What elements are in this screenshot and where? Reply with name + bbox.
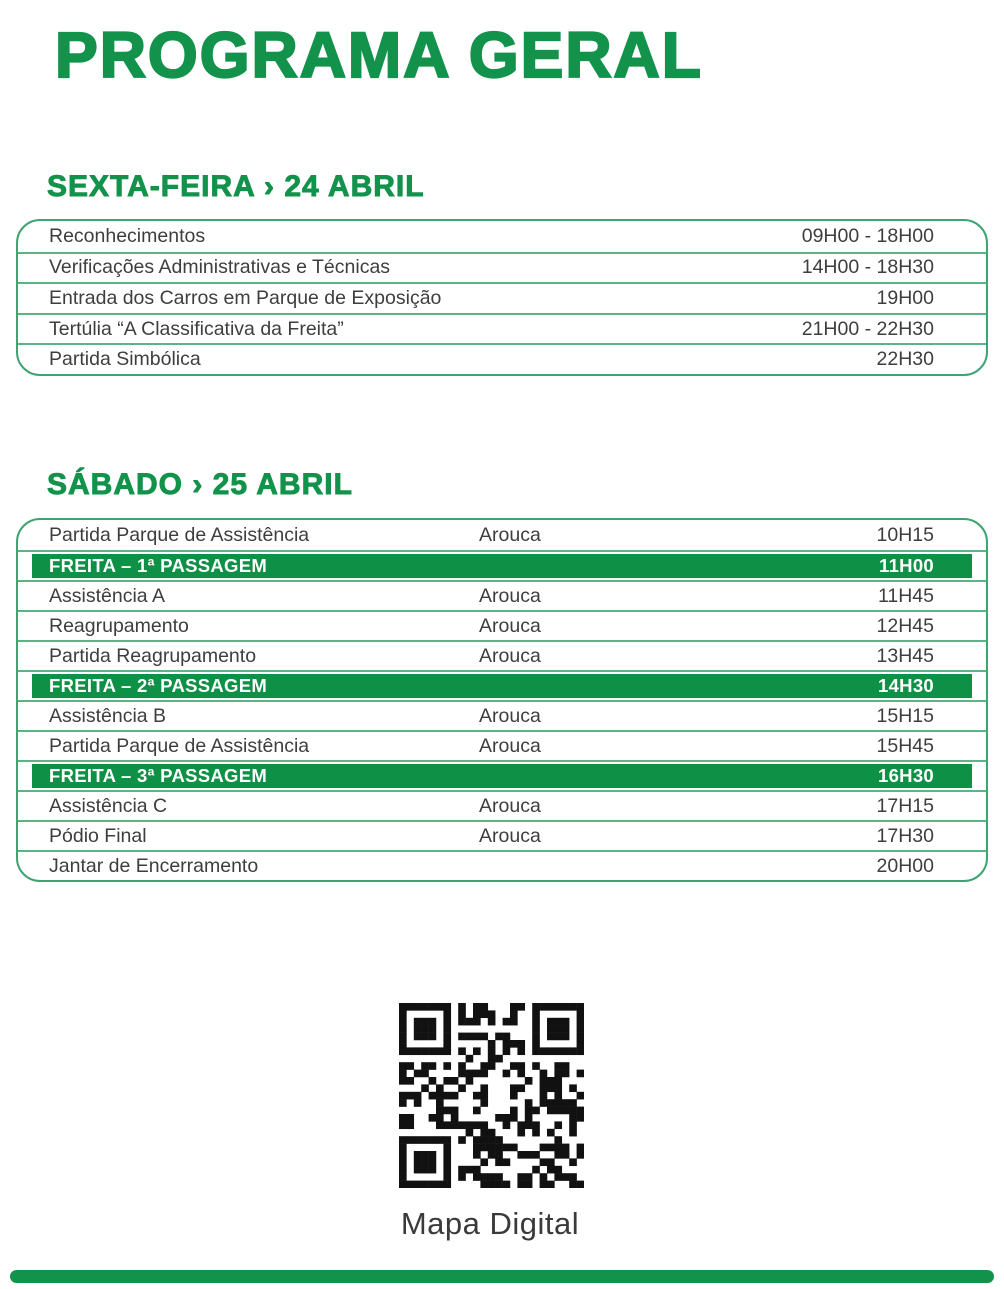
row-label: Assistência A bbox=[49, 584, 165, 607]
footer-accent-bar bbox=[10, 1270, 994, 1283]
row-time: 21H00 - 22H30 bbox=[801, 317, 934, 340]
row-label: Partida Reagrupamento bbox=[49, 644, 257, 667]
row-time: 12H45 bbox=[876, 614, 934, 637]
stage-highlight-row bbox=[18, 760, 986, 790]
row-label: Partida Simbólica bbox=[49, 348, 201, 371]
schedule-row bbox=[18, 520, 986, 550]
row-label: Pódio Final bbox=[49, 824, 147, 847]
row-label: Reconhecimentos bbox=[49, 224, 206, 247]
row-label: FREITA – 2ª PASSAGEM bbox=[49, 675, 268, 696]
row-label: Assistência C bbox=[49, 794, 168, 817]
row-time: 19H00 bbox=[876, 286, 934, 309]
qr-code bbox=[399, 1003, 584, 1188]
row-time: 11H00 bbox=[879, 555, 934, 576]
row-time: 22H30 bbox=[876, 348, 934, 371]
row-time: 13H45 bbox=[876, 644, 934, 667]
section-heading-friday: SEXTA-FEIRA › 24 ABRIL bbox=[47, 170, 425, 203]
row-label: Jantar de Encerramento bbox=[49, 854, 259, 877]
row-label: Tertúlia “A Classificativa da Freita” bbox=[49, 317, 344, 340]
stage-band bbox=[32, 554, 972, 578]
schedule-row bbox=[18, 730, 986, 760]
row-time: 09H00 - 18H00 bbox=[801, 224, 934, 247]
schedule-table-friday bbox=[16, 219, 988, 376]
row-time: 17H30 bbox=[876, 824, 934, 847]
row-time: 17H15 bbox=[876, 794, 934, 817]
schedule-row bbox=[18, 850, 986, 880]
row-location: Arouca bbox=[479, 734, 541, 757]
stage-highlight-row bbox=[18, 550, 986, 580]
schedule-row bbox=[18, 820, 986, 850]
schedule-row bbox=[18, 343, 986, 374]
row-location: Arouca bbox=[479, 704, 541, 727]
row-location: Arouca bbox=[479, 614, 541, 637]
row-label: Assistência B bbox=[49, 704, 167, 727]
row-label: FREITA – 1ª PASSAGEM bbox=[49, 555, 268, 576]
qr-caption: Mapa Digital bbox=[400, 1206, 580, 1241]
row-location: Arouca bbox=[479, 584, 541, 607]
row-label: Reagrupamento bbox=[49, 614, 189, 637]
page-title: PROGRAMA GERAL bbox=[55, 19, 703, 91]
stage-highlight-row bbox=[18, 670, 986, 700]
schedule-row bbox=[18, 282, 986, 313]
row-time: 11H45 bbox=[877, 584, 934, 607]
row-time: 15H15 bbox=[876, 704, 934, 727]
row-time: 10H15 bbox=[876, 523, 934, 546]
schedule-row bbox=[18, 252, 986, 283]
row-label: Verificações Administrativas e Técnicas bbox=[49, 256, 391, 279]
row-label: FREITA – 3ª PASSAGEM bbox=[49, 765, 268, 786]
schedule-row bbox=[18, 221, 986, 252]
row-location: Arouca bbox=[479, 644, 541, 667]
row-time: 14H30 bbox=[877, 675, 934, 696]
schedule-row bbox=[18, 313, 986, 344]
schedule-row bbox=[18, 580, 986, 610]
schedule-row bbox=[18, 640, 986, 670]
row-time: 16H30 bbox=[877, 765, 934, 786]
stage-band bbox=[32, 764, 972, 788]
row-label: Partida Parque de Assistência bbox=[49, 734, 310, 757]
schedule-row bbox=[18, 700, 986, 730]
row-label: Partida Parque de Assistência bbox=[49, 523, 310, 546]
row-location: Arouca bbox=[479, 794, 541, 817]
section-heading-saturday: SÁBADO › 25 ABRIL bbox=[47, 468, 353, 501]
stage-band bbox=[32, 674, 972, 698]
row-label: Entrada dos Carros em Parque de Exposição bbox=[49, 286, 442, 309]
schedule-row bbox=[18, 790, 986, 820]
schedule-table-saturday bbox=[16, 518, 988, 882]
row-time: 14H00 - 18H30 bbox=[801, 256, 934, 279]
schedule-row bbox=[18, 610, 986, 640]
row-time: 20H00 bbox=[876, 854, 934, 877]
row-location: Arouca bbox=[479, 523, 541, 546]
row-location: Arouca bbox=[479, 824, 541, 847]
row-time: 15H45 bbox=[876, 734, 934, 757]
